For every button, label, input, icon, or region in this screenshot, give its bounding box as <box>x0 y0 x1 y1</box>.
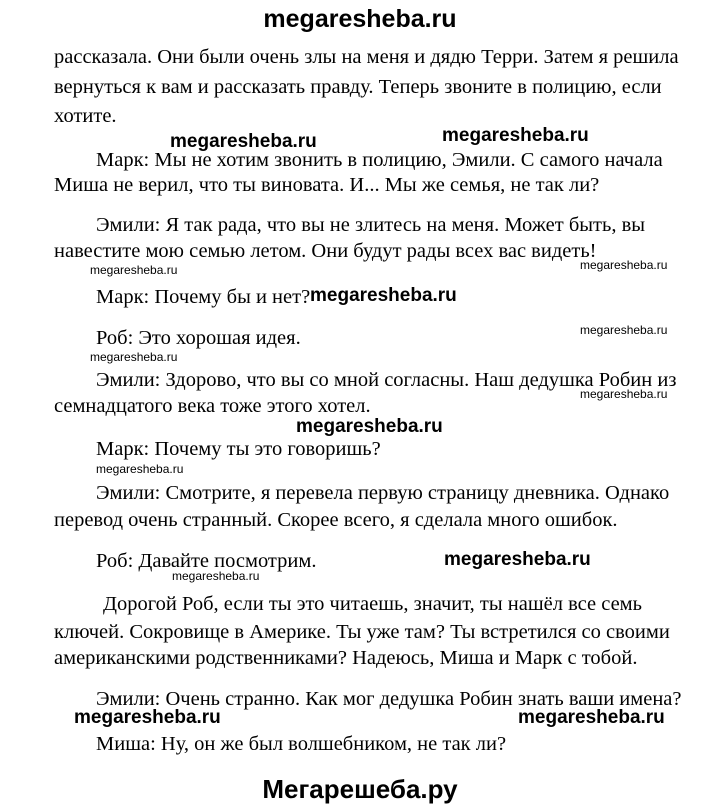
text-line: Эмили: Здорово, что вы со мной согласны. Наш дедушка Робин из <box>96 369 677 391</box>
text-line: Марк: Почему бы и нет? <box>96 286 311 308</box>
watermark: megaresheba.ru <box>518 707 665 728</box>
site-footer: Мегарешеба.ру <box>262 774 458 804</box>
text-line: ключей. Сокровище в Америке. Ты уже там? Ты встретился со своими <box>54 621 670 643</box>
text-line: Эмили: Смотрите, я перевела первую страницу дневника. Однако <box>96 482 670 504</box>
watermark: megaresheba.ru <box>444 549 591 570</box>
text-line: Роб: Это хорошая идея. <box>96 327 301 349</box>
text-line: хотите. <box>54 105 117 127</box>
watermark: megaresheba.ru <box>170 131 317 152</box>
watermark: megaresheba.ru <box>96 462 184 476</box>
site-header: megaresheba.ru <box>263 5 457 33</box>
watermark: megaresheba.ru <box>172 569 260 583</box>
text-line: Миша не верил, что ты виновата. И... Мы же семья, не так ли? <box>54 174 600 196</box>
text-line: Эмили: Очень странно. Как мог дедушка Робин знать ваши имена? <box>96 688 682 710</box>
watermark: megaresheba.ru <box>90 263 178 277</box>
watermark: megaresheba.ru <box>310 285 457 306</box>
text-line: Роб: Давайте посмотрим. <box>96 550 317 572</box>
watermark: megaresheba.ru <box>90 350 178 364</box>
text-line: вернуться к вам и рассказать правду. Теперь звоните в полицию, если <box>54 76 662 98</box>
text-line: Марк: Почему ты это говоришь? <box>96 438 381 460</box>
text-line: семнадцатого века тоже этого хотел. <box>54 395 371 417</box>
watermark: megaresheba.ru <box>580 258 668 272</box>
watermark: megaresheba.ru <box>580 387 668 401</box>
text-line: Эмили: Я так рада, что вы не злитесь на меня. Может быть, вы <box>96 214 646 236</box>
watermark: megaresheba.ru <box>296 416 443 437</box>
text-line: навестите мою семью летом. Они будут рады всех вас видеть! <box>54 240 597 262</box>
watermark: megaresheba.ru <box>74 707 221 728</box>
text-line: рассказала. Они были очень злы на меня и дядю Терри. Затем я решила <box>54 46 679 68</box>
text-line: Дорогой Роб, если ты это читаешь, значит, ты нашёл все семь <box>103 593 642 615</box>
text-line: Миша: Ну, он же был волшебником, не так ли? <box>96 733 507 755</box>
text-line: Марк: Мы не хотим звонить в полицию, Эмили. С самого начала <box>96 149 663 171</box>
text-line: американскими родственниками? Надеюсь, Миша и Марк с тобой. <box>54 647 638 669</box>
text-line: перевод очень странный. Скорее всего, я сделала много ошибок. <box>54 509 618 531</box>
watermark: megaresheba.ru <box>580 323 668 337</box>
watermark: megaresheba.ru <box>442 125 589 146</box>
